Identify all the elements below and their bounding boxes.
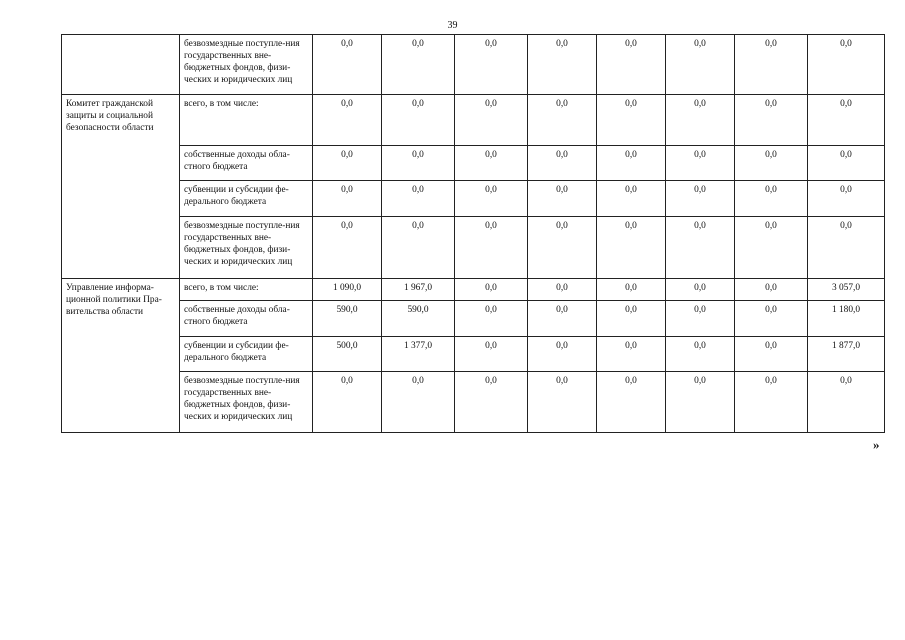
- value-cell: 0,0: [735, 337, 808, 372]
- value-cell: 0,0: [455, 372, 528, 433]
- value-cell: 0,0: [382, 35, 455, 95]
- table-row: [62, 146, 885, 181]
- value-cell: 0,0: [313, 35, 382, 95]
- value-cell: 0,0: [455, 95, 528, 146]
- funding-source-cell: безвозмездные поступле-ния государственных вне-бюджетных фондов, физи-ческих и юридических лиц: [180, 372, 313, 433]
- table-row: [62, 181, 885, 217]
- value-cell: 0,0: [597, 35, 666, 95]
- table-row: [62, 301, 885, 337]
- value-cell: 0,0: [735, 95, 808, 146]
- value-cell: 0,0: [597, 95, 666, 146]
- value-cell: 1 377,0: [382, 337, 455, 372]
- page-number: 39: [447, 20, 458, 31]
- value-cell: 0,0: [382, 372, 455, 433]
- value-cell: 0,0: [735, 301, 808, 337]
- value-cell: 0,0: [455, 181, 528, 217]
- value-cell: 0,0: [597, 372, 666, 433]
- funding-source-cell: собственные доходы обла-стного бюджета: [180, 146, 313, 181]
- table-row: [62, 279, 885, 301]
- value-cell: 590,0: [382, 301, 455, 337]
- value-cell: 1 090,0: [313, 279, 382, 301]
- value-cell: 0,0: [382, 181, 455, 217]
- value-cell: 0,0: [597, 337, 666, 372]
- funding-source-cell: всего, в том числе:: [180, 279, 313, 301]
- value-cell: 0,0: [313, 181, 382, 217]
- value-cell: 0,0: [528, 217, 597, 279]
- value-cell: 0,0: [528, 372, 597, 433]
- value-cell: 0,0: [382, 95, 455, 146]
- value-cell: 0,0: [666, 217, 735, 279]
- value-cell: 0,0: [666, 301, 735, 337]
- organization-cell: Комитет гражданской защиты и социальной безопасности области: [62, 95, 180, 279]
- funding-source-cell: субвенции и субсидии фе-дерального бюджета: [180, 337, 313, 372]
- value-cell: 0,0: [455, 35, 528, 95]
- value-cell: 0,0: [597, 301, 666, 337]
- value-cell: 0,0: [666, 146, 735, 181]
- value-cell: 1 877,0: [808, 337, 885, 372]
- value-cell: 0,0: [528, 146, 597, 181]
- value-cell: 3 057,0: [808, 279, 885, 301]
- value-cell: 0,0: [808, 217, 885, 279]
- budget-table: [61, 34, 885, 433]
- value-cell: 0,0: [455, 337, 528, 372]
- value-cell: 0,0: [808, 181, 885, 217]
- funding-source-cell: безвозмездные поступле-ния государственных вне-бюджетных фондов, физи-ческих и юридических лиц: [180, 35, 313, 95]
- value-cell: 0,0: [528, 35, 597, 95]
- value-cell: 0,0: [808, 146, 885, 181]
- funding-source-cell: всего, в том числе:: [180, 95, 313, 146]
- value-cell: 0,0: [666, 337, 735, 372]
- value-cell: 0,0: [666, 372, 735, 433]
- value-cell: 0,0: [313, 217, 382, 279]
- value-cell: 0,0: [528, 95, 597, 146]
- value-cell: 0,0: [528, 337, 597, 372]
- value-cell: 0,0: [808, 95, 885, 146]
- value-cell: 0,0: [735, 217, 808, 279]
- value-cell: 500,0: [313, 337, 382, 372]
- value-cell: 0,0: [597, 279, 666, 301]
- value-cell: 0,0: [528, 279, 597, 301]
- value-cell: 0,0: [528, 181, 597, 217]
- value-cell: 0,0: [735, 372, 808, 433]
- closing-quote: »: [873, 437, 880, 452]
- value-cell: 0,0: [597, 217, 666, 279]
- value-cell: 590,0: [313, 301, 382, 337]
- table-row: [62, 372, 885, 433]
- value-cell: 0,0: [455, 217, 528, 279]
- table-row: [62, 337, 885, 372]
- value-cell: 0,0: [666, 95, 735, 146]
- value-cell: 1 967,0: [382, 279, 455, 301]
- value-cell: 0,0: [597, 146, 666, 181]
- value-cell: 0,0: [735, 279, 808, 301]
- value-cell: 0,0: [382, 146, 455, 181]
- value-cell: 0,0: [313, 372, 382, 433]
- value-cell: 0,0: [455, 146, 528, 181]
- value-cell: 0,0: [808, 372, 885, 433]
- table-row: [62, 217, 885, 279]
- value-cell: 0,0: [455, 301, 528, 337]
- table-row: [62, 95, 885, 146]
- value-cell: 0,0: [455, 279, 528, 301]
- value-cell: 0,0: [382, 217, 455, 279]
- value-cell: 0,0: [313, 95, 382, 146]
- organization-cell: [62, 35, 180, 95]
- value-cell: 0,0: [735, 181, 808, 217]
- value-cell: 0,0: [597, 181, 666, 217]
- funding-source-cell: безвозмездные поступле-ния государственных вне-бюджетных фондов, физи-ческих и юридических лиц: [180, 217, 313, 279]
- value-cell: 0,0: [666, 279, 735, 301]
- value-cell: 0,0: [666, 35, 735, 95]
- funding-source-cell: субвенции и субсидии фе-дерального бюджета: [180, 181, 313, 217]
- value-cell: 0,0: [313, 146, 382, 181]
- value-cell: 0,0: [666, 181, 735, 217]
- value-cell: 0,0: [528, 301, 597, 337]
- table-row: [62, 35, 885, 95]
- value-cell: 0,0: [808, 35, 885, 95]
- funding-source-cell: собственные доходы обла-стного бюджета: [180, 301, 313, 337]
- value-cell: 1 180,0: [808, 301, 885, 337]
- value-cell: 0,0: [735, 146, 808, 181]
- organization-cell: Управление информа-ционной политики Пра-вительства области: [62, 279, 180, 433]
- value-cell: 0,0: [735, 35, 808, 95]
